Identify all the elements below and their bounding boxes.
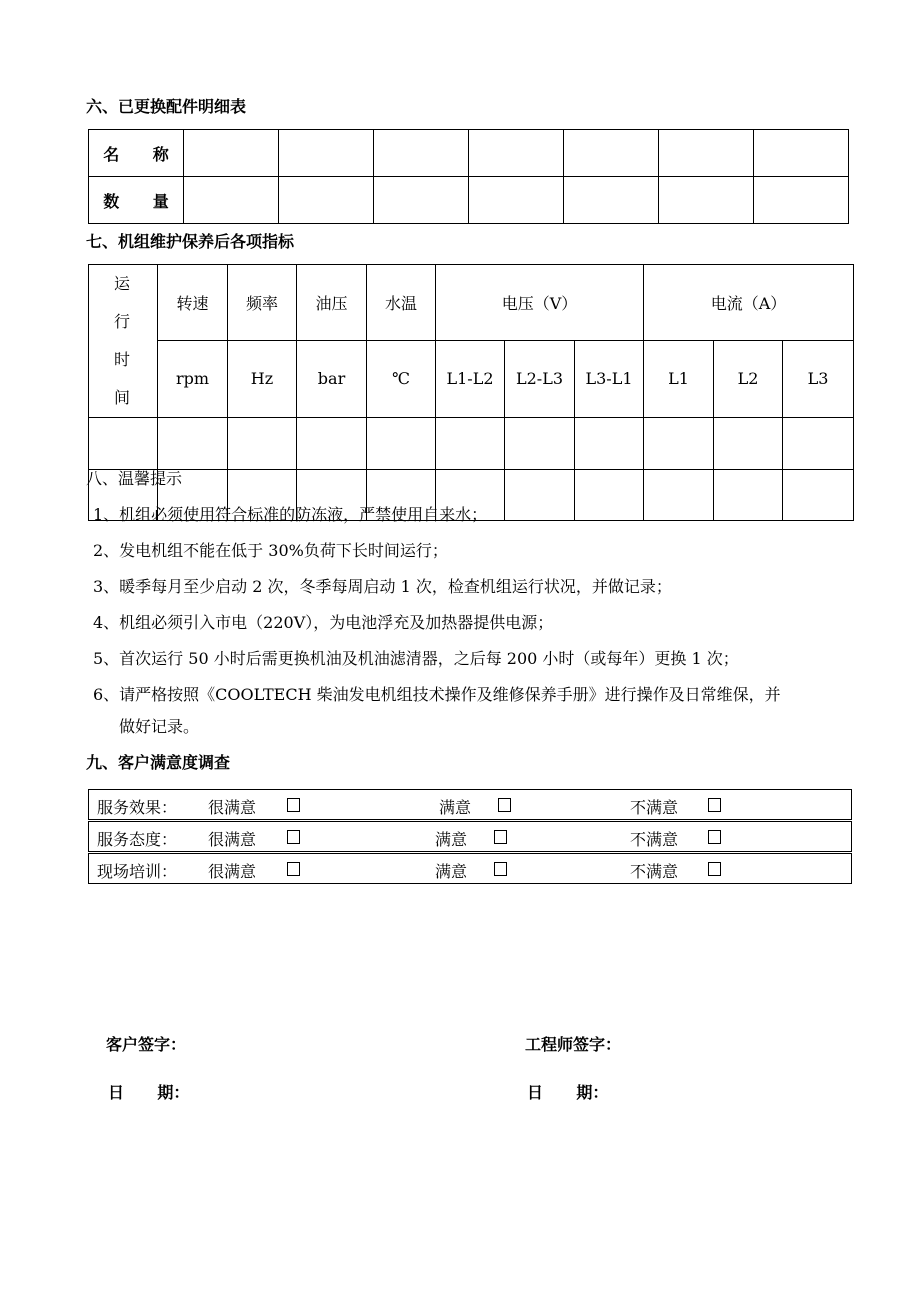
metrics-cell[interactable]: [89, 418, 158, 470]
checkbox[interactable]: [708, 862, 721, 876]
tip-item: 2、发电机组不能在低于 30%负荷下长时间运行；: [93, 541, 448, 560]
tip-item: 3、暖季每月至少启动 2 次，冬季每周启动 1 次，检查机组运行状况，并做记录；: [93, 577, 672, 596]
metrics-cell[interactable]: [783, 470, 854, 521]
survey-row-attitude: [88, 821, 852, 852]
checkbox[interactable]: [287, 830, 300, 844]
tip-item: 4、机组必须引入市电（220V），为电池浮充及加热器提供电源；: [93, 613, 554, 632]
unit-l1-l2: L1-L2: [436, 340, 505, 417]
runtime-label: 运 行 时 间: [89, 265, 158, 418]
metrics-cell[interactable]: [436, 418, 505, 470]
metrics-unit-row: [89, 340, 854, 417]
metrics-cell[interactable]: [505, 418, 575, 470]
option-unsatisfied: 不满意: [630, 830, 679, 849]
parts-cell[interactable]: [564, 130, 659, 177]
parts-qty-label: 数 量: [89, 177, 184, 224]
oil-pressure-header: 油压: [297, 265, 367, 341]
section7-title: 七、机组维护保养后各项指标: [86, 232, 295, 251]
metrics-cell[interactable]: [297, 418, 367, 470]
section6-title: 六、已更换配件明细表: [86, 97, 247, 116]
option-very-satisfied: 很满意: [208, 798, 257, 817]
unit-celsius: ℃: [367, 340, 436, 417]
tip-item: 做好记录。: [119, 717, 200, 736]
current-header: 电流（A）: [644, 265, 854, 341]
checkbox[interactable]: [494, 862, 507, 876]
metrics-cell[interactable]: [228, 418, 297, 470]
option-very-satisfied: 很满意: [208, 830, 257, 849]
parts-cell[interactable]: [754, 130, 849, 177]
parts-cell[interactable]: [374, 130, 469, 177]
section8-title: 八、温馨提示: [86, 469, 183, 488]
metrics-cell[interactable]: [644, 470, 714, 521]
metrics-cell[interactable]: [367, 418, 436, 470]
unit-l2: L2: [714, 340, 783, 417]
option-satisfied: 满意: [439, 798, 472, 817]
option-satisfied: 满意: [435, 830, 468, 849]
metrics-data-row: [89, 418, 854, 470]
option-unsatisfied: 不满意: [630, 798, 679, 817]
engineer-date-label: 日 期：: [527, 1083, 609, 1102]
checkbox[interactable]: [287, 862, 300, 876]
parts-name-row: [89, 130, 849, 177]
option-unsatisfied: 不满意: [630, 862, 679, 881]
section9-title: 九、客户满意度调查: [86, 753, 231, 772]
metrics-cell[interactable]: [575, 418, 644, 470]
parts-cell[interactable]: [279, 177, 374, 224]
parts-cell[interactable]: [469, 130, 564, 177]
parts-cell[interactable]: [754, 177, 849, 224]
customer-signature-label: 客户签字：: [106, 1035, 187, 1054]
survey-label: 现场培训：: [97, 862, 178, 881]
parts-qty-row: [89, 177, 849, 224]
metrics-cell[interactable]: [505, 470, 575, 521]
parts-cell[interactable]: [374, 177, 469, 224]
option-very-satisfied: 很满意: [208, 862, 257, 881]
tip-item: 1、机组必须使用符合标准的防冻液，严禁使用自来水；: [93, 505, 488, 524]
checkbox[interactable]: [708, 830, 721, 844]
engineer-signature-label: 工程师签字：: [525, 1035, 622, 1054]
metrics-header-row: [89, 265, 854, 341]
parts-cell[interactable]: [184, 130, 279, 177]
checkbox[interactable]: [498, 798, 511, 812]
unit-l2-l3: L2-L3: [505, 340, 575, 417]
metrics-cell[interactable]: [158, 418, 228, 470]
metrics-cell[interactable]: [575, 470, 644, 521]
option-satisfied: 满意: [435, 862, 468, 881]
unit-l3: L3: [783, 340, 854, 417]
checkbox[interactable]: [708, 798, 721, 812]
unit-hz: Hz: [228, 340, 297, 417]
parts-cell[interactable]: [564, 177, 659, 224]
parts-table: [88, 129, 849, 224]
parts-cell[interactable]: [659, 177, 754, 224]
unit-l3-l1: L3-L1: [575, 340, 644, 417]
tip-item: 5、首次运行 50 小时后需更换机油及机油滤清器，之后每 200 小时（或每年）更换 1 次；: [93, 649, 739, 668]
checkbox[interactable]: [287, 798, 300, 812]
survey-label: 服务态度：: [97, 830, 178, 849]
survey-row-effect: [88, 789, 852, 820]
metrics-cell[interactable]: [783, 418, 854, 470]
parts-cell[interactable]: [279, 130, 374, 177]
frequency-header: 频率: [228, 265, 297, 341]
customer-date-label: 日 期：: [108, 1083, 190, 1102]
speed-header: 转速: [158, 265, 228, 341]
checkbox[interactable]: [494, 830, 507, 844]
metrics-cell[interactable]: [644, 418, 714, 470]
parts-name-label: 名 称: [89, 130, 184, 177]
parts-cell[interactable]: [659, 130, 754, 177]
tip-item: 6、请严格按照《COOLTECH 柴油发电机组技术操作及维修保养手册》进行操作及日常维保，并: [93, 685, 781, 704]
metrics-cell[interactable]: [714, 418, 783, 470]
parts-cell[interactable]: [469, 177, 564, 224]
metrics-table: [88, 264, 854, 521]
voltage-header: 电压（V）: [436, 265, 644, 341]
survey-label: 服务效果：: [97, 798, 178, 817]
metrics-cell[interactable]: [714, 470, 783, 521]
unit-l1: L1: [644, 340, 714, 417]
unit-bar: bar: [297, 340, 367, 417]
parts-cell[interactable]: [184, 177, 279, 224]
water-temp-header: 水温: [367, 265, 436, 341]
unit-rpm: rpm: [158, 340, 228, 417]
survey-row-training: [88, 853, 852, 884]
